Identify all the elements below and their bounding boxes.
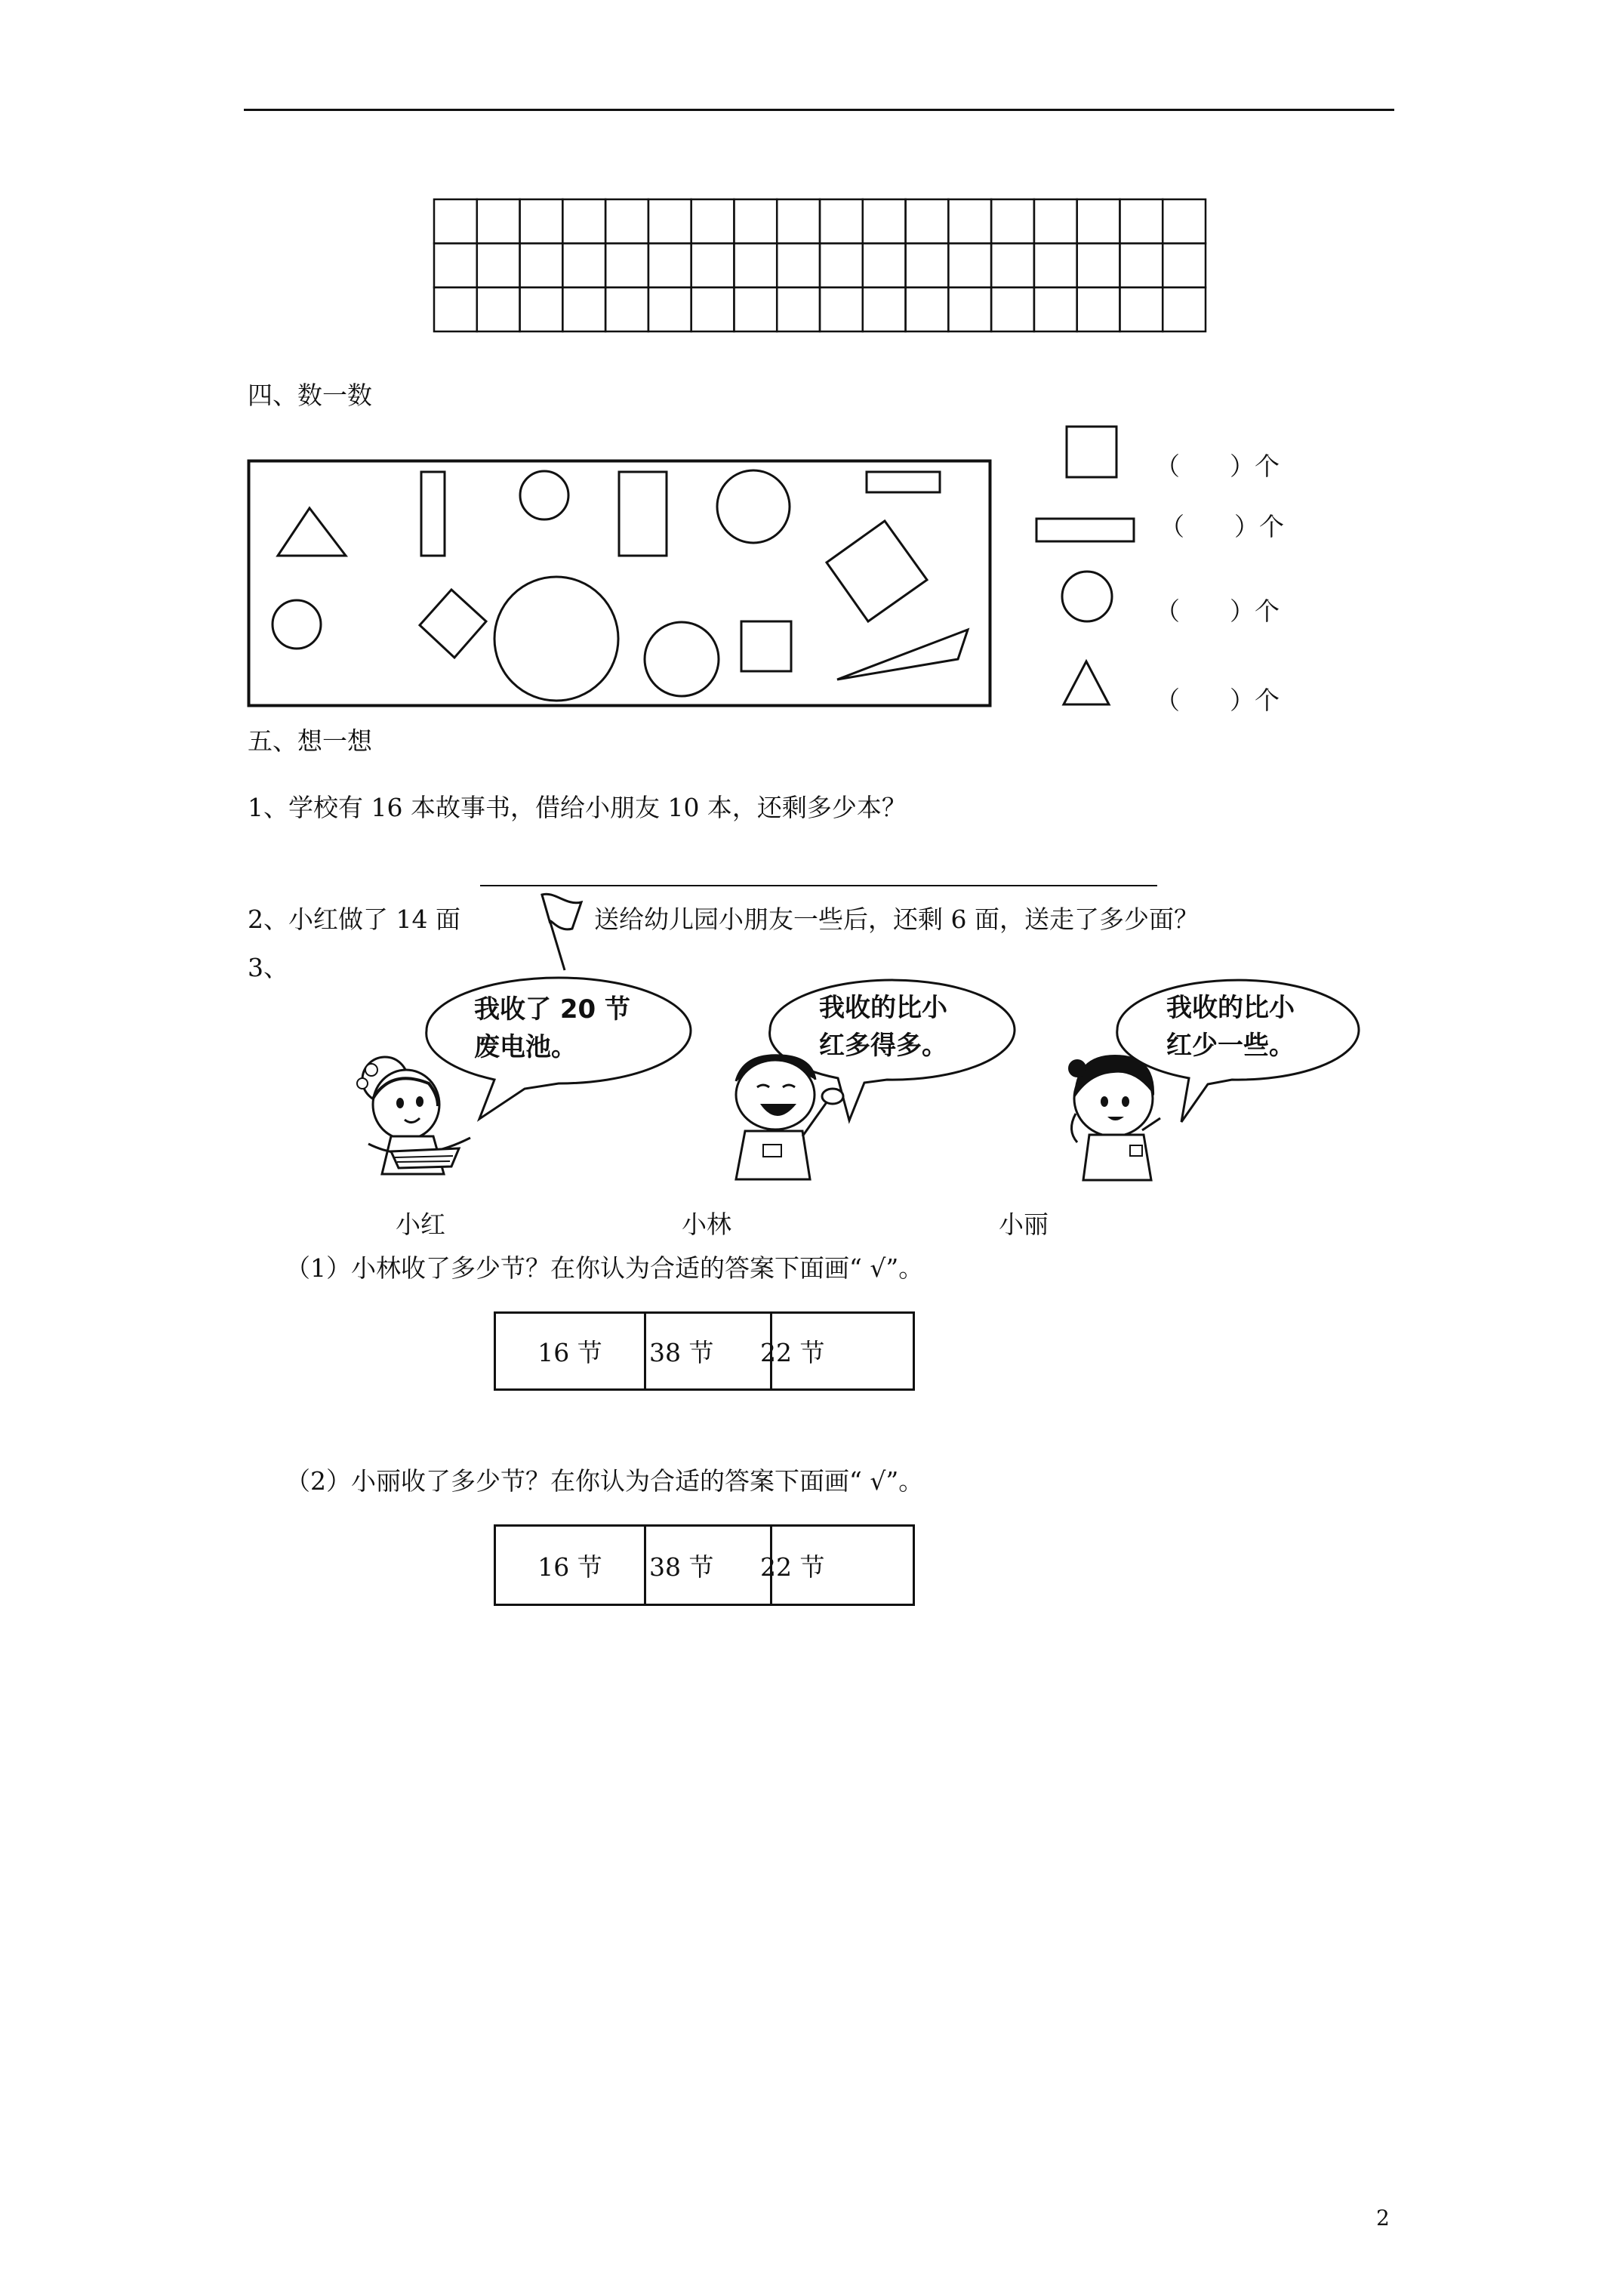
count-row-circle bbox=[1155, 596, 1280, 627]
grid-cell[interactable] bbox=[777, 199, 820, 243]
option-label: 38 节 bbox=[649, 1552, 714, 1582]
grid-cell[interactable] bbox=[562, 288, 605, 331]
section-four-title: 四、数一数 bbox=[248, 381, 372, 410]
rectangle-shape bbox=[619, 472, 667, 556]
grid-cell[interactable] bbox=[948, 243, 991, 287]
grid-cell[interactable] bbox=[1119, 243, 1163, 287]
name-xiaohong: 小红 bbox=[396, 1210, 445, 1239]
option-cell[interactable] bbox=[646, 1314, 772, 1388]
grid-cell[interactable] bbox=[477, 243, 520, 287]
option-label: 38 节 bbox=[649, 1338, 714, 1367]
rectangle-shape bbox=[421, 472, 445, 556]
grid-cell[interactable] bbox=[1077, 199, 1120, 243]
question-one: 1、学校有 16 本故事书，借给小朋友 10 本，还剩多少本？ bbox=[248, 793, 907, 822]
girl-xiaoli-illustration bbox=[1061, 1046, 1196, 1185]
count-row-rectangle bbox=[1160, 512, 1284, 542]
count-unit: 个 bbox=[1255, 451, 1280, 481]
grid-cell[interactable] bbox=[520, 199, 563, 243]
grid-cell[interactable] bbox=[1163, 199, 1206, 243]
count-row-square bbox=[1155, 451, 1280, 482]
flag-icon bbox=[528, 887, 589, 978]
grid-cell[interactable] bbox=[648, 288, 691, 331]
grid-cell[interactable] bbox=[1077, 243, 1120, 287]
grid-cell[interactable] bbox=[906, 199, 949, 243]
grid-cell[interactable] bbox=[1034, 243, 1077, 287]
count-blank[interactable]: （ ） bbox=[1155, 451, 1255, 481]
grid-cell[interactable] bbox=[691, 199, 735, 243]
grid-cell[interactable] bbox=[734, 199, 777, 243]
grid-cell[interactable] bbox=[948, 288, 991, 331]
girl-xiaohong-illustration bbox=[338, 1053, 512, 1185]
circle-shape bbox=[494, 577, 618, 701]
grid-cell[interactable] bbox=[1163, 243, 1206, 287]
option-label: 16 节 bbox=[537, 1552, 602, 1582]
grid-cell[interactable] bbox=[734, 288, 777, 331]
sub-question-two: （2）小丽收了多少节？在你认为合适的答案下面画“ √”。 bbox=[285, 1466, 924, 1496]
writing-grid bbox=[433, 199, 1206, 332]
grid-cell[interactable] bbox=[863, 243, 906, 287]
triangle-shape bbox=[837, 630, 968, 680]
grid-cell[interactable] bbox=[434, 243, 477, 287]
count-row-triangle bbox=[1155, 686, 1280, 716]
answer-table-two bbox=[494, 1524, 915, 1606]
grid-cell[interactable] bbox=[691, 243, 735, 287]
grid-cell[interactable] bbox=[991, 288, 1034, 331]
count-unit: 个 bbox=[1255, 686, 1280, 715]
name-xiaolin: 小林 bbox=[682, 1210, 731, 1239]
triangle-shape bbox=[278, 508, 346, 556]
circle-shape bbox=[717, 470, 790, 543]
square-shape bbox=[420, 590, 486, 658]
square-shape bbox=[741, 621, 791, 671]
grid-cell[interactable] bbox=[820, 243, 863, 287]
option-cell[interactable] bbox=[646, 1527, 772, 1604]
name-xiaoli: 小丽 bbox=[999, 1210, 1049, 1239]
question-two-part2: 送给幼儿园小朋友一些后，还剩 6 面，送走了多少面？ bbox=[594, 905, 1199, 934]
count-blank[interactable]: （ ） bbox=[1155, 596, 1255, 626]
count-blank[interactable]: （ ） bbox=[1155, 686, 1255, 715]
option-label: 22 节 bbox=[760, 1338, 825, 1367]
question-two-part1: 2、小红做了 14 面 bbox=[248, 905, 460, 934]
answer-table-one bbox=[494, 1311, 915, 1391]
circle-shape bbox=[273, 600, 321, 649]
count-legend-shapes bbox=[1034, 423, 1163, 717]
bubble-text-xiaolin: 我收的比小红多得多。 bbox=[819, 993, 947, 1061]
count-unit: 个 bbox=[1259, 512, 1284, 541]
grid-cell[interactable] bbox=[777, 243, 820, 287]
grid-cell[interactable] bbox=[648, 199, 691, 243]
grid-cell[interactable] bbox=[1034, 288, 1077, 331]
circle-shape bbox=[645, 622, 719, 696]
legend-rectangle-icon bbox=[1036, 519, 1134, 541]
grid-cell[interactable] bbox=[605, 288, 648, 331]
grid-cell[interactable] bbox=[1119, 288, 1163, 331]
circle-shape bbox=[520, 471, 568, 519]
grid-cell[interactable] bbox=[820, 288, 863, 331]
grid-cell[interactable] bbox=[863, 288, 906, 331]
grid-cell[interactable] bbox=[1119, 199, 1163, 243]
legend-circle-icon bbox=[1062, 572, 1112, 621]
square-shape bbox=[827, 521, 927, 621]
grid-cell[interactable] bbox=[434, 199, 477, 243]
option-cell[interactable] bbox=[496, 1527, 646, 1604]
shapes-figure bbox=[248, 460, 1002, 709]
grid-cell[interactable] bbox=[477, 288, 520, 331]
option-label: 22 节 bbox=[760, 1552, 825, 1582]
header-rule bbox=[244, 109, 1394, 111]
count-blank[interactable]: （ ） bbox=[1160, 512, 1259, 541]
grid-cell[interactable] bbox=[520, 243, 563, 287]
question-three-label: 3、 bbox=[248, 953, 288, 982]
grid-cell[interactable] bbox=[1034, 199, 1077, 243]
grid-cell[interactable] bbox=[605, 243, 648, 287]
option-cell[interactable] bbox=[760, 1314, 901, 1388]
rectangle-shape bbox=[867, 472, 940, 492]
grid-cell[interactable] bbox=[434, 288, 477, 331]
boy-xiaolin-illustration bbox=[713, 1049, 864, 1185]
grid-cell[interactable] bbox=[991, 199, 1034, 243]
grid-cell[interactable] bbox=[863, 199, 906, 243]
count-unit: 个 bbox=[1255, 596, 1280, 626]
section-five-title: 五、想一想 bbox=[248, 726, 372, 756]
grid-cell[interactable] bbox=[820, 199, 863, 243]
answer-line[interactable] bbox=[480, 885, 1157, 886]
option-label: 16 节 bbox=[537, 1338, 602, 1367]
grid-cell[interactable] bbox=[562, 243, 605, 287]
grid-cell[interactable] bbox=[605, 199, 648, 243]
grid-cell[interactable] bbox=[906, 288, 949, 331]
grid-cell[interactable] bbox=[948, 199, 991, 243]
grid-cell[interactable] bbox=[1077, 288, 1120, 331]
grid-cell[interactable] bbox=[648, 243, 691, 287]
grid-cell[interactable] bbox=[734, 243, 777, 287]
page-number: 2 bbox=[1376, 2205, 1390, 2230]
grid-cell[interactable] bbox=[1163, 288, 1206, 331]
grid-cell[interactable] bbox=[991, 243, 1034, 287]
option-cell[interactable] bbox=[496, 1314, 646, 1388]
option-cell[interactable] bbox=[760, 1527, 901, 1604]
grid-cell[interactable] bbox=[477, 199, 520, 243]
grid-cell[interactable] bbox=[906, 243, 949, 287]
legend-square-icon bbox=[1067, 427, 1116, 477]
sub-question-one: （1）小林收了多少节？在你认为合适的答案下面画“ √”。 bbox=[285, 1253, 924, 1283]
grid-cell[interactable] bbox=[777, 288, 820, 331]
grid-cell[interactable] bbox=[520, 288, 563, 331]
bubble-text-xiaohong: 我收了 20 节废电池。 bbox=[474, 994, 630, 1062]
bubble-text-xiaoli: 我收的比小红少一些。 bbox=[1166, 993, 1295, 1061]
legend-triangle-icon bbox=[1064, 661, 1109, 704]
grid-cell[interactable] bbox=[562, 199, 605, 243]
grid-cell[interactable] bbox=[691, 288, 735, 331]
